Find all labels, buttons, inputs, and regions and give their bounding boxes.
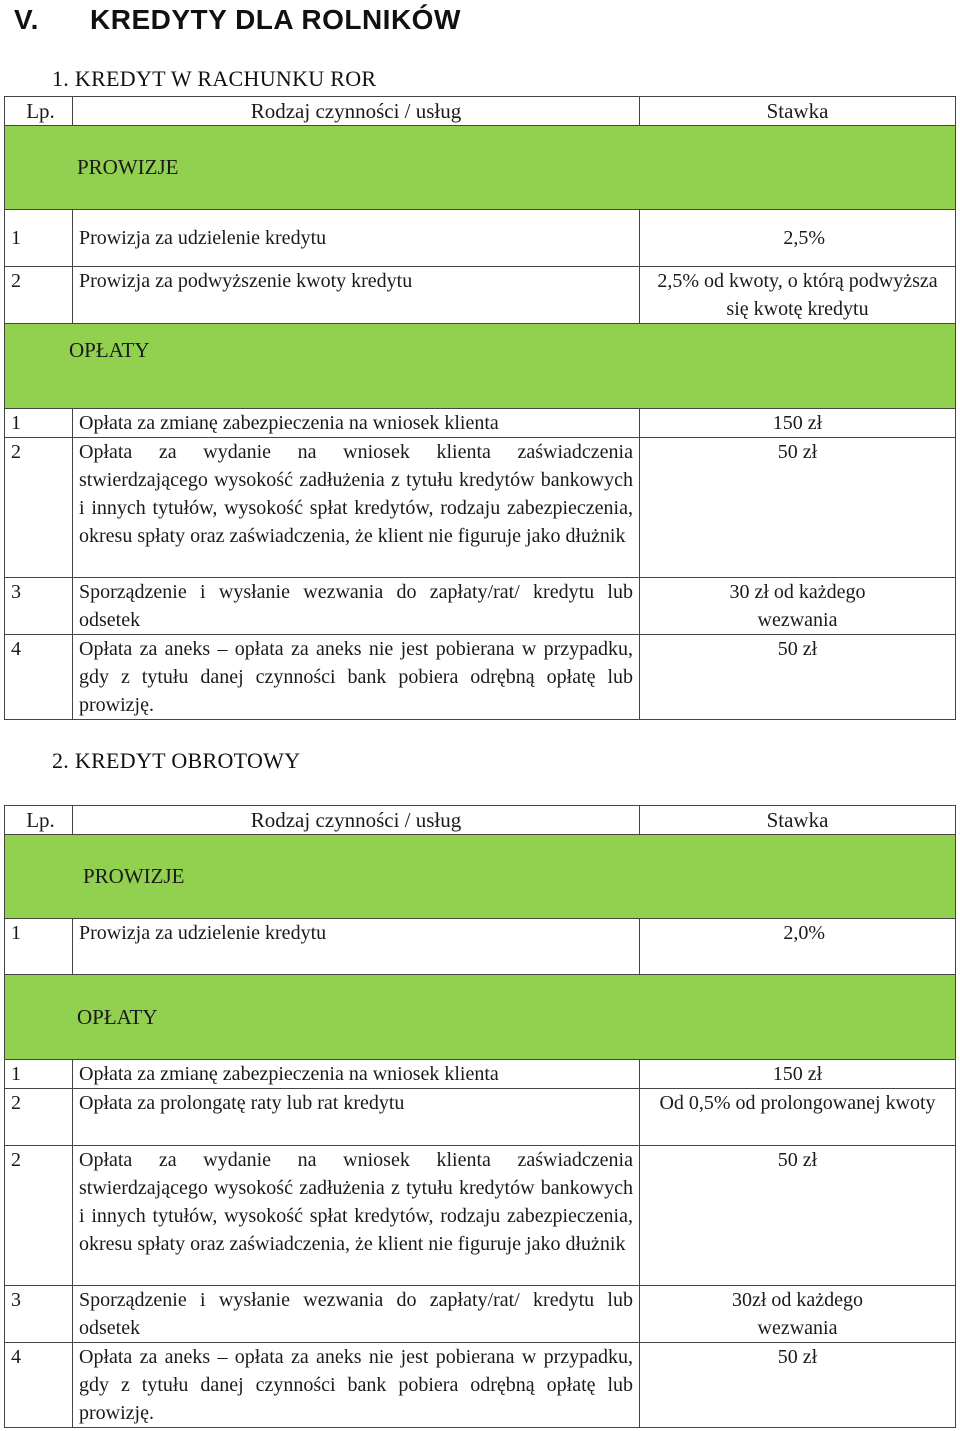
row-lp: 1: [5, 919, 73, 975]
row-desc: Sporządzenie i wysłanie wezwania do zapłaty/rat/ kredytu lub odsetek: [73, 578, 640, 635]
table-row: [5, 210, 956, 267]
header-lp: Lp.: [5, 97, 73, 126]
prowizje-section-row: [5, 835, 956, 919]
table-row: [5, 409, 956, 438]
row-rate: 50 zł: [640, 1146, 956, 1286]
row-lp: 1: [5, 409, 73, 438]
table-header-row: [5, 806, 956, 835]
header-desc: Rodzaj czynności / usług: [73, 97, 640, 126]
row-lp: 1: [5, 210, 73, 267]
table-row: [5, 578, 956, 635]
oplaty-section-row: [5, 324, 956, 409]
table-row: [5, 267, 956, 324]
row-rate: 30zł od każdego wezwania: [640, 1286, 956, 1343]
table-row: [5, 438, 956, 578]
header-rate: Stawka: [640, 806, 956, 835]
row-rate: 50 zł: [640, 438, 956, 578]
section1-heading: 1. KREDYT W RACHUNKU ROR: [52, 66, 377, 91]
prowizje-label: PROWIZJE: [77, 155, 179, 179]
table-row: [5, 1286, 956, 1343]
row-desc: Prowizja za podwyższenie kwoty kredytu: [73, 267, 640, 324]
row-desc: Prowizja za udzielenie kredytu: [73, 919, 640, 975]
row-desc: Opłata za zmianę zabezpieczenia na wniosek klienta: [73, 1060, 640, 1089]
row-rate: 2,0%: [640, 919, 956, 975]
row-desc: Sporządzenie i wysłanie wezwania do zapłaty/rat/ kredytu lub odsetek: [73, 1286, 640, 1343]
row-lp: 2: [5, 267, 73, 324]
header-rate: Stawka: [640, 97, 956, 126]
header-lp: Lp.: [5, 806, 73, 835]
table-row: [5, 1146, 956, 1286]
section2-table: [4, 805, 956, 1428]
table-row: [5, 1089, 956, 1146]
title-text: KREDYTY DLA ROLNIKÓW: [90, 4, 461, 35]
row-desc: Opłata za aneks – opłata za aneks nie jest pobierana w przypadku, gdy z tytułu danej czynności bank pobiera odrębną opłatę lub prowizję.: [73, 1343, 640, 1428]
row-lp: 1: [5, 1060, 73, 1089]
row-rate: 150 zł: [640, 409, 956, 438]
oplaty-label: OPŁATY: [77, 1004, 158, 1029]
row-rate: 2,5% od kwoty, o którą podwyższa się kwotę kredytu: [640, 267, 956, 324]
row-lp: 3: [5, 578, 73, 635]
row-lp: 2: [5, 438, 73, 578]
row-rate: Od 0,5% od prolongowanej kwoty: [640, 1089, 956, 1146]
oplaty-label: OPŁATY: [69, 338, 150, 362]
row-lp: 4: [5, 635, 73, 720]
table-row: [5, 1060, 956, 1089]
prowizje-section-row: [5, 126, 956, 210]
row-lp: 3: [5, 1286, 73, 1343]
row-rate: 50 zł: [640, 635, 956, 720]
row-desc: Opłata za prolongatę raty lub rat kredytu: [73, 1089, 640, 1146]
section1-table: [4, 96, 956, 720]
row-rate: 50 zł: [640, 1343, 956, 1428]
document-title: [14, 4, 461, 36]
table-row: [5, 1343, 956, 1428]
table-row: [5, 919, 956, 975]
table-row: [5, 635, 956, 720]
section2-heading: 2. KREDYT OBROTOWY: [52, 748, 301, 773]
row-desc: Opłata za aneks – opłata za aneks nie jest pobierana w przypadku, gdy z tytułu danej czynności bank pobiera odrębną opłatę lub prowizję.: [73, 635, 640, 720]
row-rate: 30 zł od każdego wezwania: [640, 578, 956, 635]
row-desc: Opłata za wydanie na wniosek klienta zaświadczenia stwierdzającego wysokość zadłużenia z tytułu kredytów bankowych i innych tytułów, wysokość spłat kredytów, rodzaju zabezpieczenia, okresu spłaty oraz zaświadczenia, że klient nie figuruje jako dłużnik: [73, 438, 640, 578]
row-lp: 4: [5, 1343, 73, 1428]
row-desc: Opłata za zmianę zabezpieczenia na wniosek klienta: [73, 409, 640, 438]
row-rate: 150 zł: [640, 1060, 956, 1089]
row-desc: Opłata za wydanie na wniosek klienta zaświadczenia stwierdzającego wysokość zadłużenia z tytułu kredytów bankowych i innych tytułów, wysokość spłat kredytów, rodzaju zabezpieczenia, okresu spłaty oraz zaświadczenia, że klient nie figuruje jako dłużnik: [73, 1146, 640, 1286]
row-rate: 2,5%: [640, 210, 956, 267]
header-desc: Rodzaj czynności / usług: [73, 806, 640, 835]
row-lp: 2: [5, 1089, 73, 1146]
title-number: V.: [14, 4, 39, 35]
prowizje-label: PROWIZJE: [83, 864, 185, 888]
row-desc: Prowizja za udzielenie kredytu: [73, 210, 640, 267]
row-lp: 2: [5, 1146, 73, 1286]
oplaty-section-row: [5, 975, 956, 1060]
table-header-row: [5, 97, 956, 126]
